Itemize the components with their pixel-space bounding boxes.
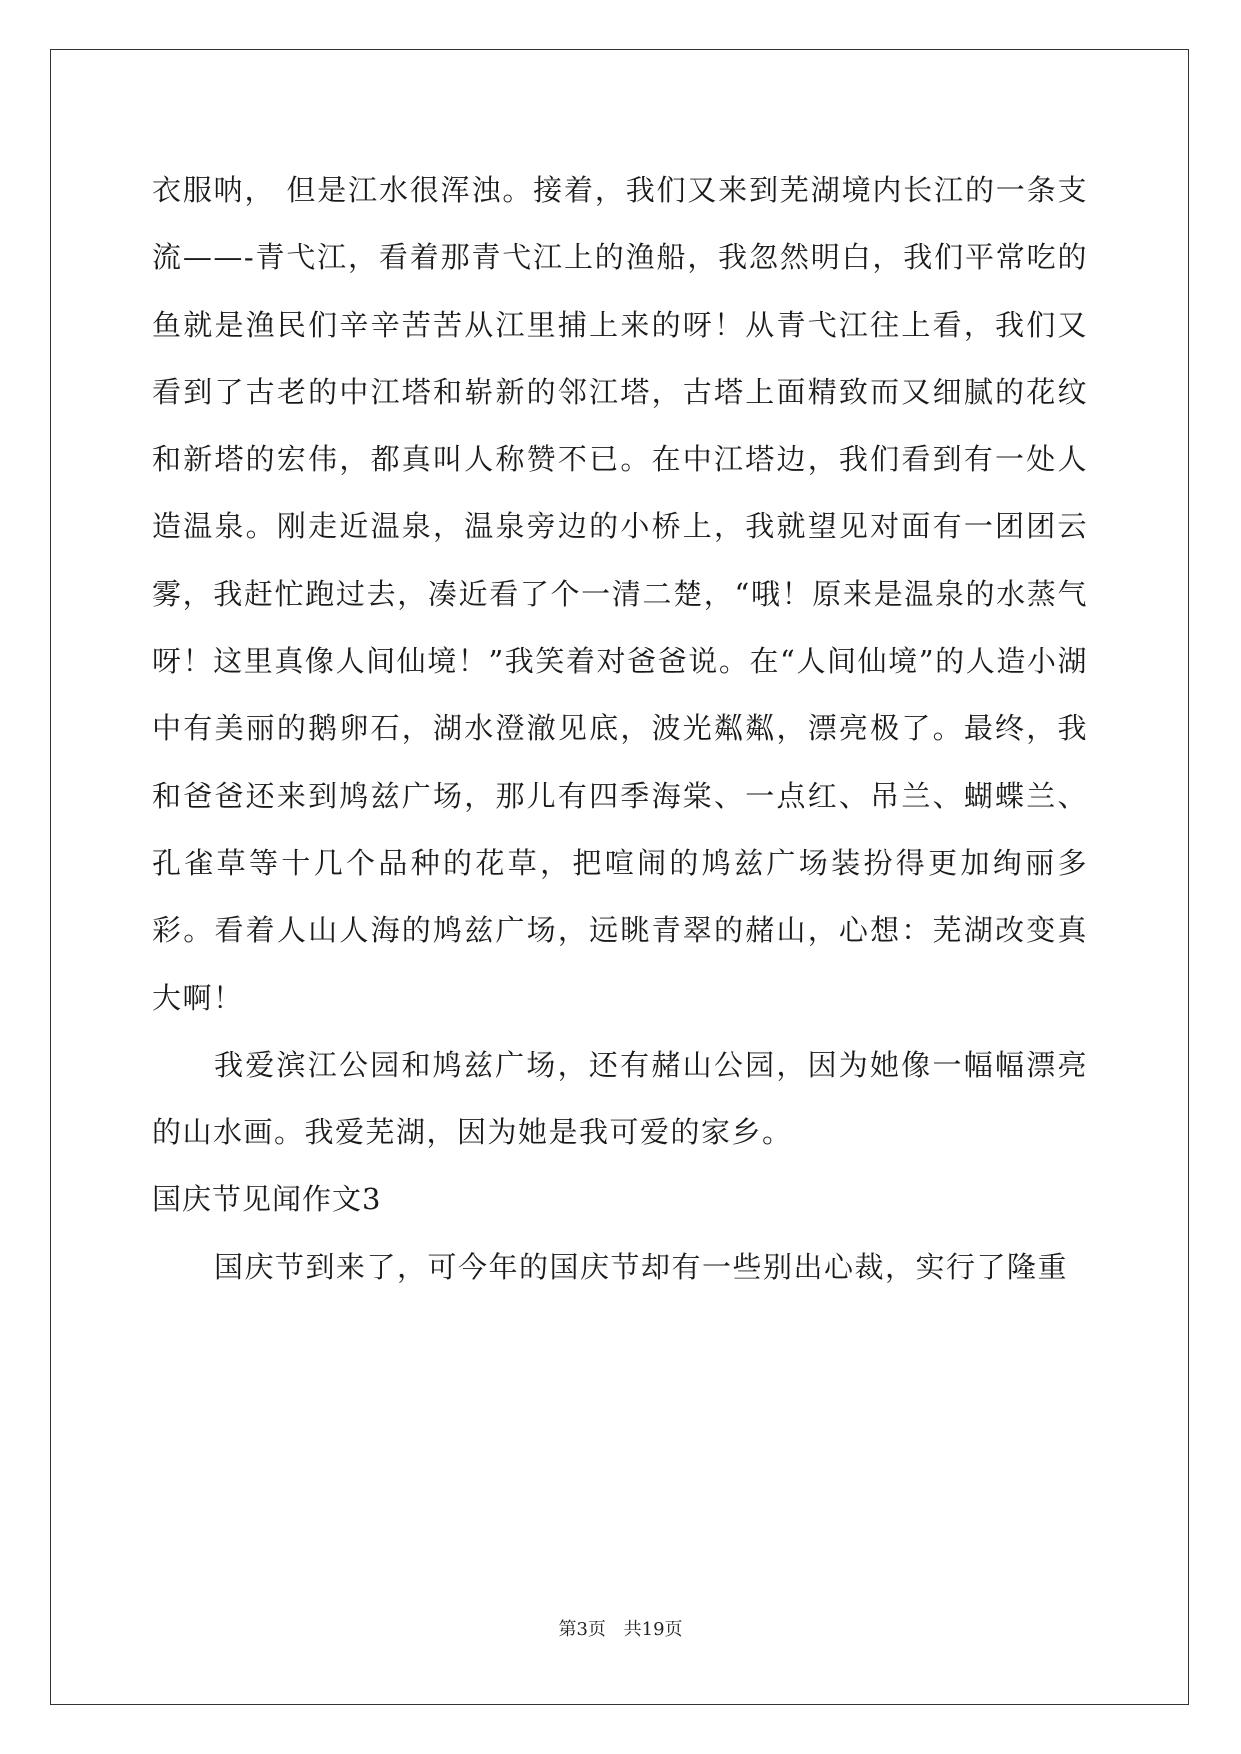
page-footer xyxy=(0,1615,1241,1641)
section-heading: 国庆节见闻作文3 xyxy=(152,1182,382,1217)
page-total: 共19页 xyxy=(623,1619,683,1640)
document-body xyxy=(152,157,1088,1301)
body-paragraph: 国庆节到来了，可今年的国庆节却有一些别出心裁，实行了隆重 xyxy=(214,1249,1069,1284)
body-paragraph: 我爱滨江公园和鸠兹广场，还有赭山公园，因为她像一幅幅漂亮的山水画。我爱芜湖，因为她是我可爱的家乡。 xyxy=(152,1047,1088,1150)
page-number: 第3页 xyxy=(558,1619,606,1640)
body-paragraph: 衣服呐， 但是江水很浑浊。接着，我们又来到芜湖境内长江的一条支流——-青弋江，看着那青弋江上的渔船，我忽然明白，我们平常吃的鱼就是渔民们辛辛苦苦从江里捕上来的呀！从青弋江往上看，我们又看到了古老的中江塔和崭新的邻江塔，古塔上面精致而又细腻的花纹和新塔的宏伟，都真叫人称赞不已。在中江塔边，我们看到有一处人造温泉。刚走近温泉，温泉旁边的小桥上，我就望见对面有一团团云雾，我赶忙跑过去，凑近看了个一清二楚，“哦！原来是温泉的水蒸气呀！这里真像人间仙境！”我笑着对爸爸说。在“人间仙境”的人造小湖中有美丽的鹅卵石，湖水澄澈见底，波光粼粼，漂亮极了。最终，我和爸爸还来到鸠兹广场，那儿有四季海棠、一点红、吊兰、蝴蝶兰、孔雀草等十几个品种的花草，把喧闹的鸠兹广场装扮得更加绚丽多彩。看着人山人海的鸠兹广场，远眺青翠的赭山，心想：芜湖改变真大啊！ xyxy=(152,173,1088,1015)
